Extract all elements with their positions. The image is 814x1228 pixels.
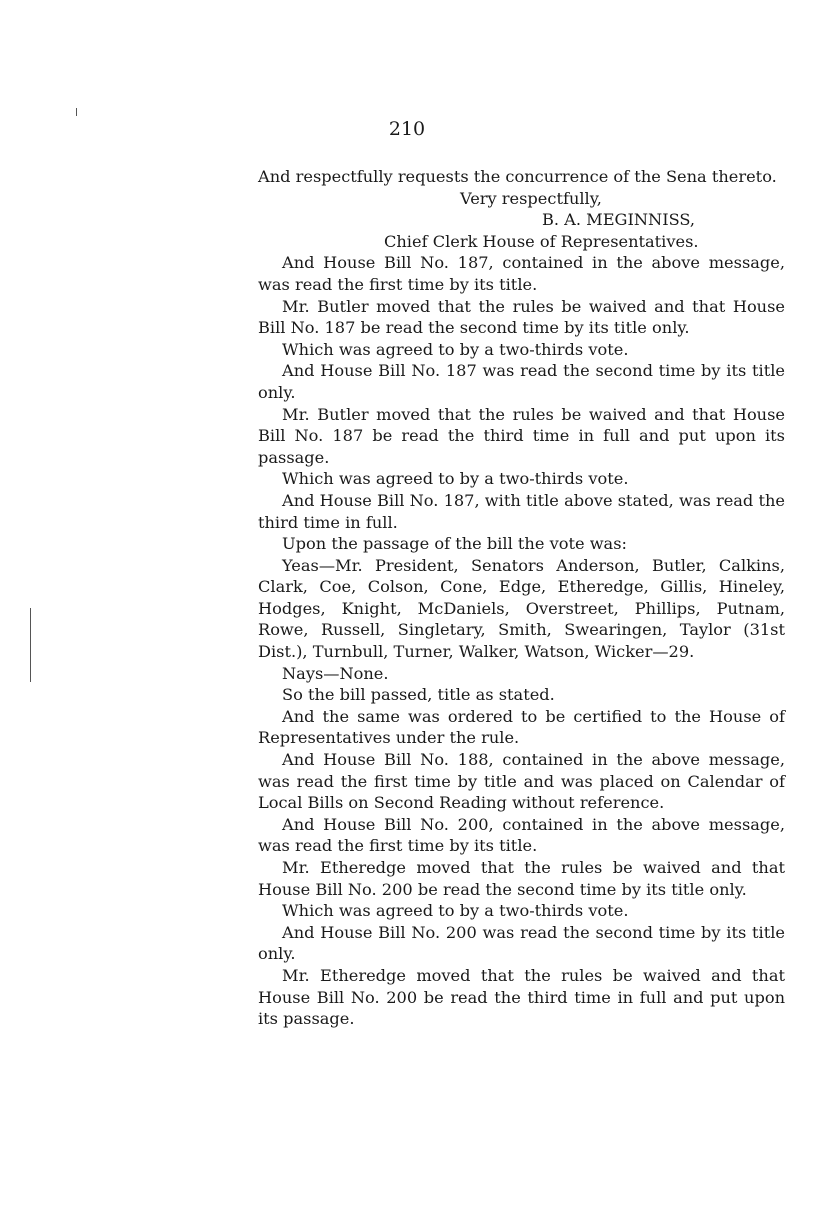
paragraph: Mr. Butler moved that the rules be waived and that House Bill No. 187 be read the third time in full and put upon its passage. (258, 404, 785, 467)
paragraph-yeas: Yeas—Mr. President, Senators Anderson, Butler, Calkins, Clark, Coe, Colson, Cone, Edge, Etheredge, Gillis, Hineley, Hodges, Knight, McDaniels, Overstreet, Phillips, Putnam, Rowe, Russell, Singletary, Smith, Swearingen, Taylor (31st Dist.), Turnbull, Turner, Walker, Watson, Wicker—29. (258, 555, 785, 662)
salutation: Very respectfully, (460, 188, 602, 208)
page-body (258, 166, 785, 1030)
paragraph: So the bill passed, title as stated. (282, 685, 555, 705)
paragraph-nays: Nays—None. (282, 663, 389, 683)
paragraph: Which was agreed to by a two-thirds vote. (282, 901, 629, 921)
paragraph: And House Bill No. 187 was read the second time by its title only. (258, 361, 785, 402)
signer-name: B. A. MEGINNISS, (542, 210, 696, 230)
paragraph: And the same was ordered to be certified to the House of Representatives under the rule. (258, 706, 785, 748)
paragraph: Mr. Butler moved that the rules be waived and that House Bill No. 187 be read the second time by its title only. (258, 296, 785, 338)
paragraph: Mr. Etheredge moved that the rules be waived and that House Bill No. 200 be read the second time by its title only. (258, 858, 785, 899)
paragraph: And House Bill No. 187, with title above stated, was read the third time in full. (258, 490, 785, 532)
scan-mark-top (76, 108, 77, 116)
paragraph: Upon the passage of the bill the vote was: (282, 534, 627, 554)
paragraph: Mr. Etheredge moved that the rules be waived and that House Bill No. 200 be read the third time in full and put upon its passage. (258, 965, 785, 1029)
opening-fragment: And respectfully requests the concurrence of the Sena thereto. (258, 167, 777, 186)
paragraph: And House Bill No. 200 was read the second time by its title only. (258, 922, 785, 964)
signer-title: Chief Clerk House of Representatives. (384, 231, 699, 251)
paragraph: And House Bill No. 187, contained in the above message, was read the first time by its title. (258, 253, 785, 294)
paragraph: And House Bill No. 188, contained in the above message, was read the first time by title and was placed on Calendar of Local Bills on Second Reading without reference. (258, 750, 785, 813)
paragraph: Which was agreed to by a two-thirds vote. (282, 339, 629, 359)
paragraph: Which was agreed to by a two-thirds vote. (282, 469, 629, 489)
scan-mark-left (30, 608, 31, 682)
page-number: 210 (388, 118, 426, 140)
paragraph: And House Bill No. 200, contained in the above message, was read the first time by its title. (258, 814, 785, 856)
